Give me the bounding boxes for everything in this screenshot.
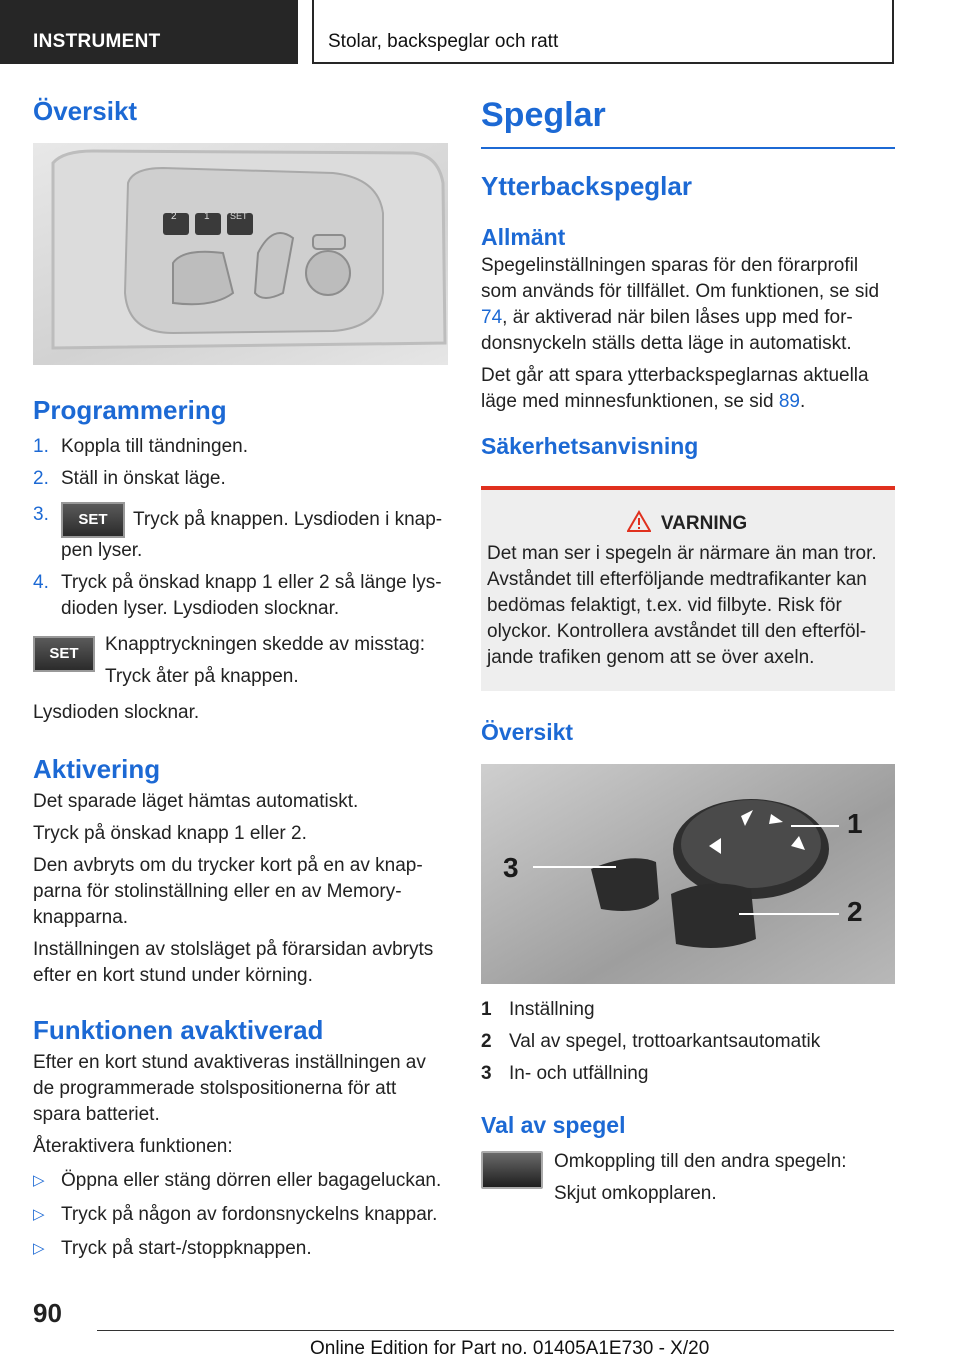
page-number: 90 [33, 1298, 62, 1328]
legend-number: 3 [481, 1063, 492, 1084]
ytterbackspeglar-heading: Ytterbackspeglar [481, 171, 692, 201]
allmant-text: . [799, 391, 806, 412]
step-2 [33, 466, 448, 492]
left-column [33, 96, 448, 1262]
step-number: 1. [33, 436, 49, 457]
step-number: 3. [33, 504, 49, 525]
step-text: Koppla till tändningen. [61, 436, 248, 457]
led-off-text: Lysdioden slocknar. [33, 702, 200, 723]
legend-text: Val av spegel, trottoarkantsautomatik [509, 1031, 821, 1052]
seat-set-button: SET [230, 211, 248, 221]
callout-1: 1 [847, 808, 863, 839]
aktivering-heading: Aktivering [33, 754, 161, 784]
header-chapter-tab [312, 0, 894, 64]
allmant-text: Spegelinställningen sparas för den förarprofil som används för tillfället. Om funktionen, se sid [481, 255, 880, 302]
right-column [481, 96, 895, 1213]
mirror-select-note [481, 1149, 895, 1213]
legend-item [481, 994, 895, 1026]
step-1 [33, 434, 448, 460]
allmant-paragraph [481, 363, 895, 415]
val-text: Omkoppling till den andra spegeln: [554, 1151, 847, 1172]
set-button-icon: SET [33, 636, 95, 672]
list-item-text: Öppna eller stäng dörren eller bagageluckan. [61, 1170, 442, 1191]
chapter-label: Stolar, backspeglar och ratt [328, 31, 559, 52]
callout-2: 2 [847, 896, 863, 927]
seat-controls-illustration [33, 143, 448, 365]
aktivering-text: Det sparade läget hämtas automatiskt. [33, 791, 359, 812]
funktionen-text: Efter en kort stund avaktiveras inställningen av de programmerade stolspositionerna för att spara batteriet. [33, 1052, 426, 1125]
warning-header [487, 510, 887, 535]
mirror-controls-illustration [481, 764, 895, 984]
legend-list [481, 994, 895, 1090]
legend-item [481, 1058, 895, 1090]
step-text: Tryck på knappen. Lysdioden i knap-pen lyser. [61, 509, 443, 561]
seat-memory-button-2: 2 [171, 211, 177, 222]
page-reference-link[interactable]: 89 [778, 391, 800, 412]
programmering-heading: Programmering [33, 395, 227, 425]
warning-box [481, 486, 895, 691]
warning-text: Det man ser i spegeln är närmare än man tror. Avståndet till efterföljande medtrafikanter kan bedömas felaktigt, t.ex. vid filbyte. Risk för olyckor. Kontrollera avståndet till den efterföl-jande trafiken genom att se över axeln. [487, 543, 877, 668]
aktivering-text: Den avbryts om du trycker kort på en av knap-parna för stolinställning eller en av Memory-knapparna. [33, 855, 423, 928]
aktivering-text: Tryck på önskad knapp 1 eller 2. [33, 823, 307, 844]
edition-text: Online Edition for Part no. 01405A1E730 - X/20 [310, 1338, 710, 1359]
aktivering-text: Inställningen av stolsläget på förarsidan avbryts efter en kort stund under körning. [33, 939, 434, 986]
seat-memory-button-1: 1 [204, 211, 210, 222]
list-item [33, 1202, 448, 1228]
speglar-heading: Speglar [481, 96, 895, 149]
allmant-paragraph [481, 253, 895, 357]
legend-item [481, 1026, 895, 1058]
funktionen-text: Återaktivera funktionen: [33, 1136, 233, 1157]
sakerhetsanvisning-heading: Säkerhetsanvisning [481, 433, 699, 459]
seat-controls-image [33, 143, 448, 365]
legend-number: 1 [481, 999, 492, 1020]
warning-title: VARNING [660, 513, 748, 534]
legend-text: In- och utfällning [509, 1063, 649, 1084]
callout-3: 3 [503, 852, 519, 883]
oversikt-heading: Översikt [33, 96, 138, 126]
mirror-controls-image [481, 764, 895, 984]
allmant-text: Det går att spara ytterbackspeglarnas aktuella läge med minnesfunktionen, se sid [481, 365, 869, 412]
mirror-switch-icon [481, 1151, 543, 1189]
oversikt-heading-right: Översikt [481, 719, 574, 745]
triangle-bullet-icon: ▷ [33, 1172, 45, 1189]
legend-text: Inställning [509, 999, 595, 1020]
step-number: 2. [33, 468, 49, 489]
footer-divider [97, 1330, 894, 1331]
val-av-spegel-heading: Val av spegel [481, 1112, 626, 1138]
triangle-bullet-icon: ▷ [33, 1240, 45, 1257]
mistake-text: Knapptryckningen skedde av misstag: [105, 634, 426, 655]
list-item [33, 1236, 448, 1262]
step-number: 4. [33, 572, 49, 593]
step-4 [33, 570, 448, 622]
step-text: Tryck på önskad knapp 1 eller 2 så länge lys-dioden lyser. Lysdioden slocknar. [61, 572, 442, 619]
mistake-action: Tryck åter på knappen. [105, 666, 299, 687]
step-text: Ställ in önskat läge. [61, 468, 226, 489]
page-reference-link[interactable]: 74 [481, 307, 503, 328]
allmant-heading: Allmänt [481, 224, 566, 250]
list-item-text: Tryck på någon av fordonsnyckelns knappar. [61, 1204, 438, 1225]
funktionen-heading: Funktionen avaktiverad [33, 1015, 324, 1045]
legend-number: 2 [481, 1031, 492, 1052]
set-button-icon: SET [61, 502, 125, 538]
triangle-bullet-icon: ▷ [33, 1206, 45, 1223]
mistake-note [33, 632, 448, 692]
section-label: INSTRUMENT [33, 31, 161, 52]
header-section-tab [0, 0, 298, 64]
step-3 [33, 502, 448, 564]
warning-triangle-icon [627, 510, 651, 532]
list-item [33, 1168, 448, 1194]
list-item-text: Tryck på start-/stoppknappen. [61, 1238, 312, 1259]
val-text: Skjut omkopplaren. [554, 1183, 717, 1204]
allmant-text: , är aktiverad när bilen låses upp med for-donsnyckeln ställs detta läge in automatiskt. [481, 307, 853, 354]
